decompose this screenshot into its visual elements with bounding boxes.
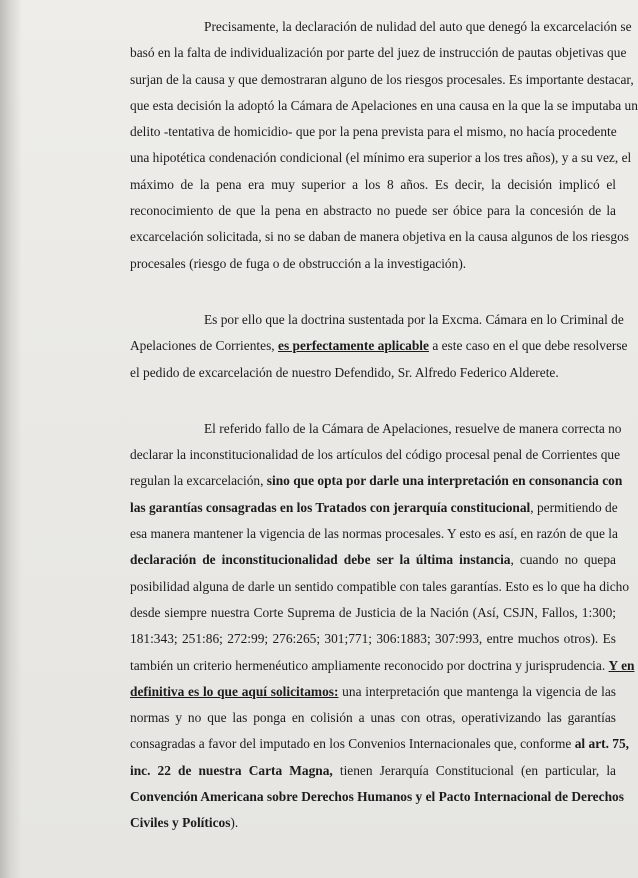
text-run: también un criterio hermenéutico ampliamente reconocido por doctrina y jurisprudencia. <box>130 657 609 673</box>
text-run: a este caso en el que debe resolverse <box>428 338 628 354</box>
paragraph-spacer <box>130 277 616 307</box>
paragraph-line <box>130 731 630 757</box>
paragraph-line: El referido fallo de la Cámara de Apelaciones, resuelve de manera correcta no <box>204 420 622 436</box>
paragraph-3 <box>130 416 635 837</box>
text-run: , permitiendo de <box>530 499 618 515</box>
paragraph-line: Convención Americana sobre Derechos Humanos y el Pacto Internacional de Derechos <box>130 789 624 805</box>
paragraph-line: delito -tentativa de homicidio- que por la pena prevista para el mismo, no hacía procedente <box>130 124 617 140</box>
paragraph-line <box>130 547 616 573</box>
paragraph-line <box>130 810 616 836</box>
bold-text: al art. 75, <box>574 736 630 752</box>
scan-shadow-edge <box>0 0 22 878</box>
paragraph-line: procesales (riesgo de fuga o de obstrucción a la investigación). <box>130 255 467 271</box>
paragraph-2 <box>130 307 628 386</box>
emphasis-text: definitiva es lo que aquí solicitamos: <box>130 683 339 699</box>
paragraph-line: el pedido de excarcelación de nuestro Defendido, Sr. Alfredo Federico Alderete. <box>130 364 559 380</box>
paragraph-line: 181:343; 251:86; 272:99; 276:265; 301;771; 306:1883; 307:993, entre muchos otros). Es <box>130 631 616 647</box>
paragraph-line <box>130 679 616 705</box>
paragraph-line: excarcelación solicitada, si no se daban de manera objetiva en la causa algunos de los riesgos <box>130 229 629 245</box>
text-run: regulan la excarcelación, <box>130 473 267 489</box>
text-run: Apelaciones de Corrientes, <box>130 338 278 354</box>
paragraph-line: reconocimiento de que la pena en abstracto no puede ser óbice para la concesión de la <box>130 203 616 219</box>
paragraph-line: basó en la falta de individualización por parte del juez de instrucción de pautas objetivas que <box>130 45 627 61</box>
paragraph-line: una hipotética condenación condicional (el mínimo era superior a los tres años), y a su vez, el <box>130 150 632 166</box>
paragraph-line: surjan de la causa y que demostraran alguno de los riesgos procesales. Es importante destacar, <box>130 71 634 87</box>
bold-text: Civiles y Políticos <box>130 815 231 831</box>
text-run: una interpretación que mantenga la vigencia de las <box>338 683 617 699</box>
document-body <box>130 14 638 837</box>
paragraph-line <box>130 468 623 494</box>
paragraph-line <box>130 653 635 679</box>
paragraph-line: declarar la inconstitucionalidad de los artículos del código procesal penal de Corrientes que <box>130 447 621 463</box>
text-run: consagradas a favor del imputado en los Convenios Internacionales que, conforme <box>130 736 575 752</box>
paragraph-line <box>130 333 628 359</box>
emphasis-text: es perfectamente aplicable <box>278 338 429 354</box>
paragraph-line: normas y no que las ponga en colisión a unas con otras, operativizando las garantías <box>130 710 616 726</box>
paragraph-line: que esta decisión la adoptó la Cámara de Apelaciones en una causa en la que la se imputaba un <box>130 97 638 113</box>
bold-text: declaración de inconstitucionalidad debe ser la última instancia <box>130 552 511 568</box>
paragraph-spacer <box>130 386 616 416</box>
bold-text: inc. 22 de nuestra Carta Magna, <box>130 762 333 778</box>
paragraph-line: esa manera mantener la vigencia de las normas procesales. Y esto es así, en razón de que la <box>130 526 618 542</box>
text-run: tienen Jerarquía Constitucional (en particular, la <box>332 762 617 778</box>
bold-text: sino que opta por darle una interpretación en consonancia con <box>266 473 623 489</box>
emphasis-text: Y en <box>608 657 635 673</box>
paragraph-line: máximo de la pena era muy superior a los 8 años. Es decir, la decisión implicó el <box>130 176 616 192</box>
paragraph-line <box>130 758 616 784</box>
bold-text: las garantías consagradas en los Tratados con jerarquía constitucional <box>130 499 531 515</box>
paragraph-line: Es por ello que la doctrina sustentada por la Excma. Cámara en lo Criminal de <box>204 311 624 327</box>
paragraph-line: Precisamente, la declaración de nulidad del auto que denegó la excarcelación se <box>204 19 632 34</box>
paragraph-1 <box>130 14 638 277</box>
paragraph-line: desde siempre nuestra Corte Suprema de Justicia de la Nación (Así, CSJN, Fallos, 1:300; <box>130 604 616 620</box>
paragraph-line <box>130 495 616 521</box>
text-run: , cuando no quepa <box>510 552 616 568</box>
text-run: ). <box>230 815 239 831</box>
paragraph-line: posibilidad alguna de darle un sentido compatible con tales garantías. Esto es lo que ha dicho <box>130 578 630 594</box>
